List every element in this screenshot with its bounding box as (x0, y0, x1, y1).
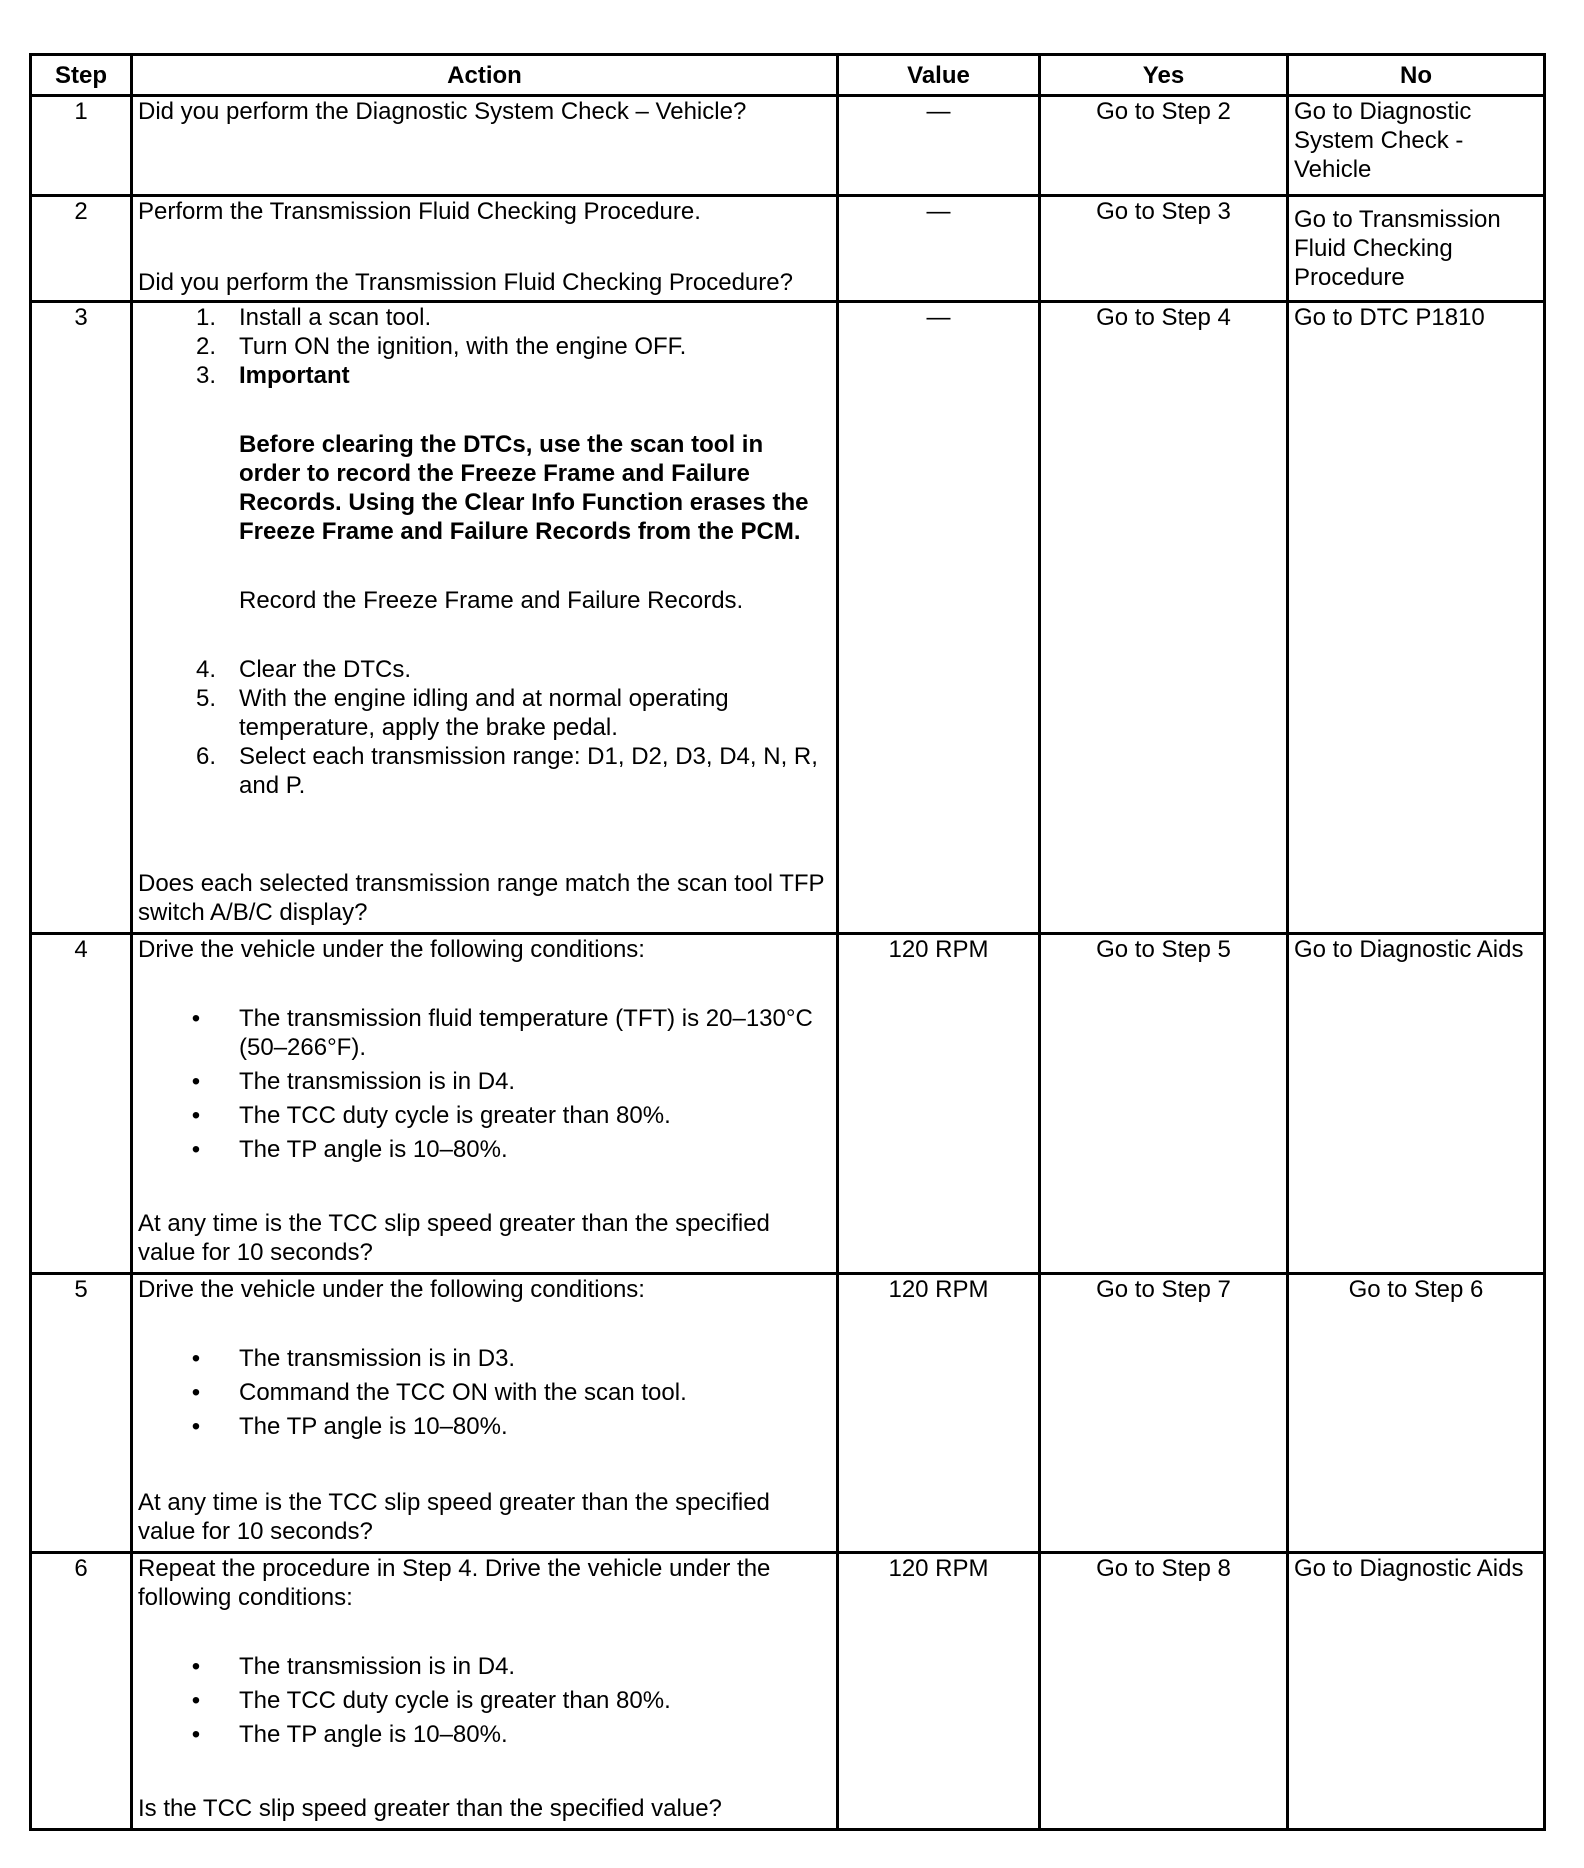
diagnostic-table (29, 53, 1546, 1831)
list-item: • The TP angle is 10–80%. (191, 1413, 508, 1440)
list-item: • The transmission is in D3. (191, 1345, 516, 1372)
list-item: • The transmission is in D4. (191, 1653, 516, 1680)
value-cell: — (838, 96, 1040, 196)
no-cell: Go to Transmission Fluid Checking Procedure (1288, 196, 1545, 302)
header-no: No (1288, 55, 1545, 96)
yes-cell: Go to Step 3 (1040, 196, 1288, 302)
value-cell: 120 RPM (838, 934, 1040, 1274)
yes-cell: Go to Step 5 (1040, 934, 1288, 1274)
list-item: • Command the TCC ON with the scan tool. (191, 1379, 687, 1406)
action-cell (132, 934, 838, 1274)
action-intro: Drive the vehicle under the following conditions: (138, 936, 645, 963)
table-row (31, 96, 1545, 196)
record-note: Record the Freeze Frame and Failure Records. (239, 587, 744, 614)
yes-cell: Go to Step 7 (1040, 1274, 1288, 1553)
list-item: • The TP angle is 10–80%. (191, 1136, 508, 1163)
important-label: Important (239, 362, 350, 389)
yes-cell: Go to Step 4 (1040, 302, 1288, 934)
action-cell (132, 1553, 838, 1830)
action-cell (132, 302, 838, 934)
numbered-list (138, 303, 831, 390)
table-row (31, 1274, 1545, 1553)
action-question: Did you perform the Transmission Fluid Checking Procedure? (138, 269, 793, 296)
action-question: At any time is the TCC slip speed greater than the specified value for 10 seconds? (138, 1210, 770, 1266)
no-cell: Go to Diagnostic Aids (1288, 934, 1545, 1274)
bullet-list (138, 1004, 831, 1164)
yes-cell: Go to Step 2 (1040, 96, 1288, 196)
list-item: • The TCC duty cycle is greater than 80%. (191, 1687, 671, 1714)
action-question: Is the TCC slip speed greater than the specified value? (138, 1795, 722, 1822)
action-question: Does each selected transmission range match the scan tool TFP switch A/B/C display? (138, 870, 825, 926)
list-item: • The transmission fluid temperature (TFT) is 20–130°C (50–266°F). (191, 1005, 813, 1061)
action-intro: Repeat the procedure in Step 4. Drive the vehicle under the following conditions: (138, 1555, 771, 1611)
action-cell (132, 1274, 838, 1553)
no-cell: Go to Step 6 (1288, 1274, 1545, 1553)
step-number: 4 (31, 934, 132, 1274)
action-cell (132, 96, 838, 196)
list-item: 2. Turn ON the ignition, with the engine OFF. (195, 333, 687, 360)
step-number: 6 (31, 1553, 132, 1830)
step-number: 2 (31, 196, 132, 302)
header-step: Step (31, 55, 132, 96)
action-question: At any time is the TCC slip speed greater than the specified value for 10 seconds? (138, 1489, 770, 1545)
numbered-list (138, 655, 831, 800)
table-row (31, 302, 1545, 934)
header-yes: Yes (1040, 55, 1288, 96)
list-item: • The TCC duty cycle is greater than 80%. (191, 1102, 671, 1129)
list-item: • The transmission is in D4. (191, 1068, 516, 1095)
list-item: 4. Clear the DTCs. (195, 656, 412, 683)
action-question: Did you perform the Diagnostic System Check – Vehicle? (138, 98, 747, 125)
table-row (31, 1553, 1545, 1830)
no-cell: Go to Diagnostic System Check - Vehicle (1288, 96, 1545, 196)
action-intro: Drive the vehicle under the following conditions: (138, 1276, 645, 1303)
header-action: Action (132, 55, 838, 96)
value-cell: — (838, 196, 1040, 302)
table-row (31, 934, 1545, 1274)
value-cell: 120 RPM (838, 1553, 1040, 1830)
no-cell: Go to DTC P1810 (1288, 302, 1545, 934)
step-number: 1 (31, 96, 132, 196)
value-cell: — (838, 302, 1040, 934)
table-row (31, 196, 1545, 302)
action-cell (132, 196, 838, 302)
list-item: 5. With the engine idling and at normal operating temperature, apply the brake pedal. (195, 685, 729, 741)
bullet-list (138, 1652, 831, 1749)
list-item: 3. Important (195, 362, 350, 389)
bullet-list (138, 1344, 831, 1441)
action-intro: Perform the Transmission Fluid Checking Procedure. (138, 198, 701, 225)
step-number: 5 (31, 1274, 132, 1553)
important-note: Before clearing the DTCs, use the scan tool in order to record the Freeze Frame and Failure Records. Using the Clear Info Function erases the Freeze Frame and Failure Records from the PCM. (239, 431, 809, 545)
no-cell: Go to Diagnostic Aids (1288, 1553, 1545, 1830)
yes-cell: Go to Step 8 (1040, 1553, 1288, 1830)
list-item: 6. Select each transmission range: D1, D2, D3, D4, N, R, and P. (195, 743, 818, 799)
list-item: 1. Install a scan tool. (195, 304, 432, 331)
header-row (31, 55, 1545, 96)
value-cell: 120 RPM (838, 1274, 1040, 1553)
list-item: • The TP angle is 10–80%. (191, 1721, 508, 1748)
header-value: Value (838, 55, 1040, 96)
step-number: 3 (31, 302, 132, 934)
